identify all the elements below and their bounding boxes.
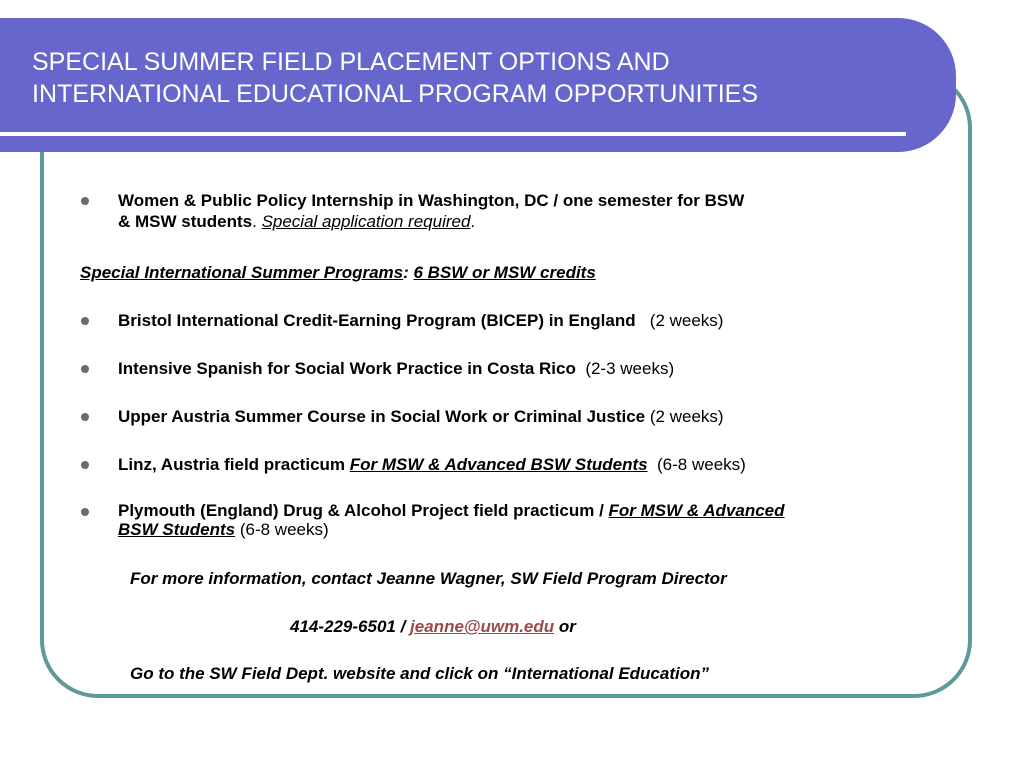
bullet-icon [81, 461, 89, 469]
bullet-icon [81, 365, 89, 373]
internship-item [118, 190, 744, 232]
application-note: Special application required [261, 212, 471, 231]
bullet-icon [81, 413, 89, 421]
program-item [118, 501, 785, 539]
summer-heading-credits: 6 BSW or MSW credits [413, 263, 596, 282]
program-item [118, 358, 674, 379]
program-duration: (6-8 weeks) [235, 520, 329, 539]
contact-info: For more information, contact Jeanne Wagner, SW Field Program Director [130, 569, 727, 588]
title-line-1: SPECIAL SUMMER FIELD PLACEMENT OPTIONS AND [32, 48, 670, 76]
bullet-icon [81, 508, 89, 516]
contact-phone-line [290, 616, 576, 637]
program-name: Intensive Spanish for Social Work Practice in Costa Rico [118, 359, 576, 378]
internship-period: . [252, 212, 262, 231]
contact-email-link[interactable]: jeanne@uwm.edu [410, 617, 555, 636]
program-item [118, 310, 723, 331]
title-line-2: INTERNATIONAL EDUCATIONAL PROGRAM OPPORTUNITIES [32, 80, 759, 108]
contact-phone: 414-229-6501 / [290, 617, 411, 636]
summer-heading-label: Special International Summer Programs [80, 263, 404, 282]
program-item [118, 406, 724, 427]
website-instructions: Go to the SW Field Dept. website and click on “International Education” [130, 664, 709, 683]
summer-heading-colon: : [403, 263, 414, 282]
contact-or: or [554, 617, 576, 636]
program-duration: (2 weeks) [635, 311, 724, 330]
program-item [118, 454, 746, 475]
program-name: Bristol International Credit-Earning Program (BICEP) in England [118, 311, 636, 330]
program-name: Plymouth (England) Drug & Alcohol Project field practicum / [118, 501, 609, 520]
summer-programs-heading [80, 262, 596, 283]
program-audience: For MSW & Advanced BSW Students [349, 455, 648, 474]
bullet-icon [81, 317, 89, 325]
program-duration: (2-3 weeks) [575, 359, 675, 378]
internship-line-2: & MSW students [118, 212, 253, 231]
program-duration: (2 weeks) [645, 407, 724, 426]
internship-end: . [470, 212, 476, 231]
program-audience-line-2: BSW Students [118, 520, 236, 539]
program-name: Upper Austria Summer Course in Social Work or Criminal Justice [118, 407, 646, 426]
internship-line-1: Women & Public Policy Internship in Washington, DC / one semester for BSW [118, 191, 745, 210]
program-name: Linz, Austria field practicum [118, 455, 350, 474]
bullet-icon [81, 197, 89, 205]
program-duration: (6-8 weeks) [647, 455, 746, 474]
program-audience-line-1: For MSW & Advanced [608, 501, 785, 520]
